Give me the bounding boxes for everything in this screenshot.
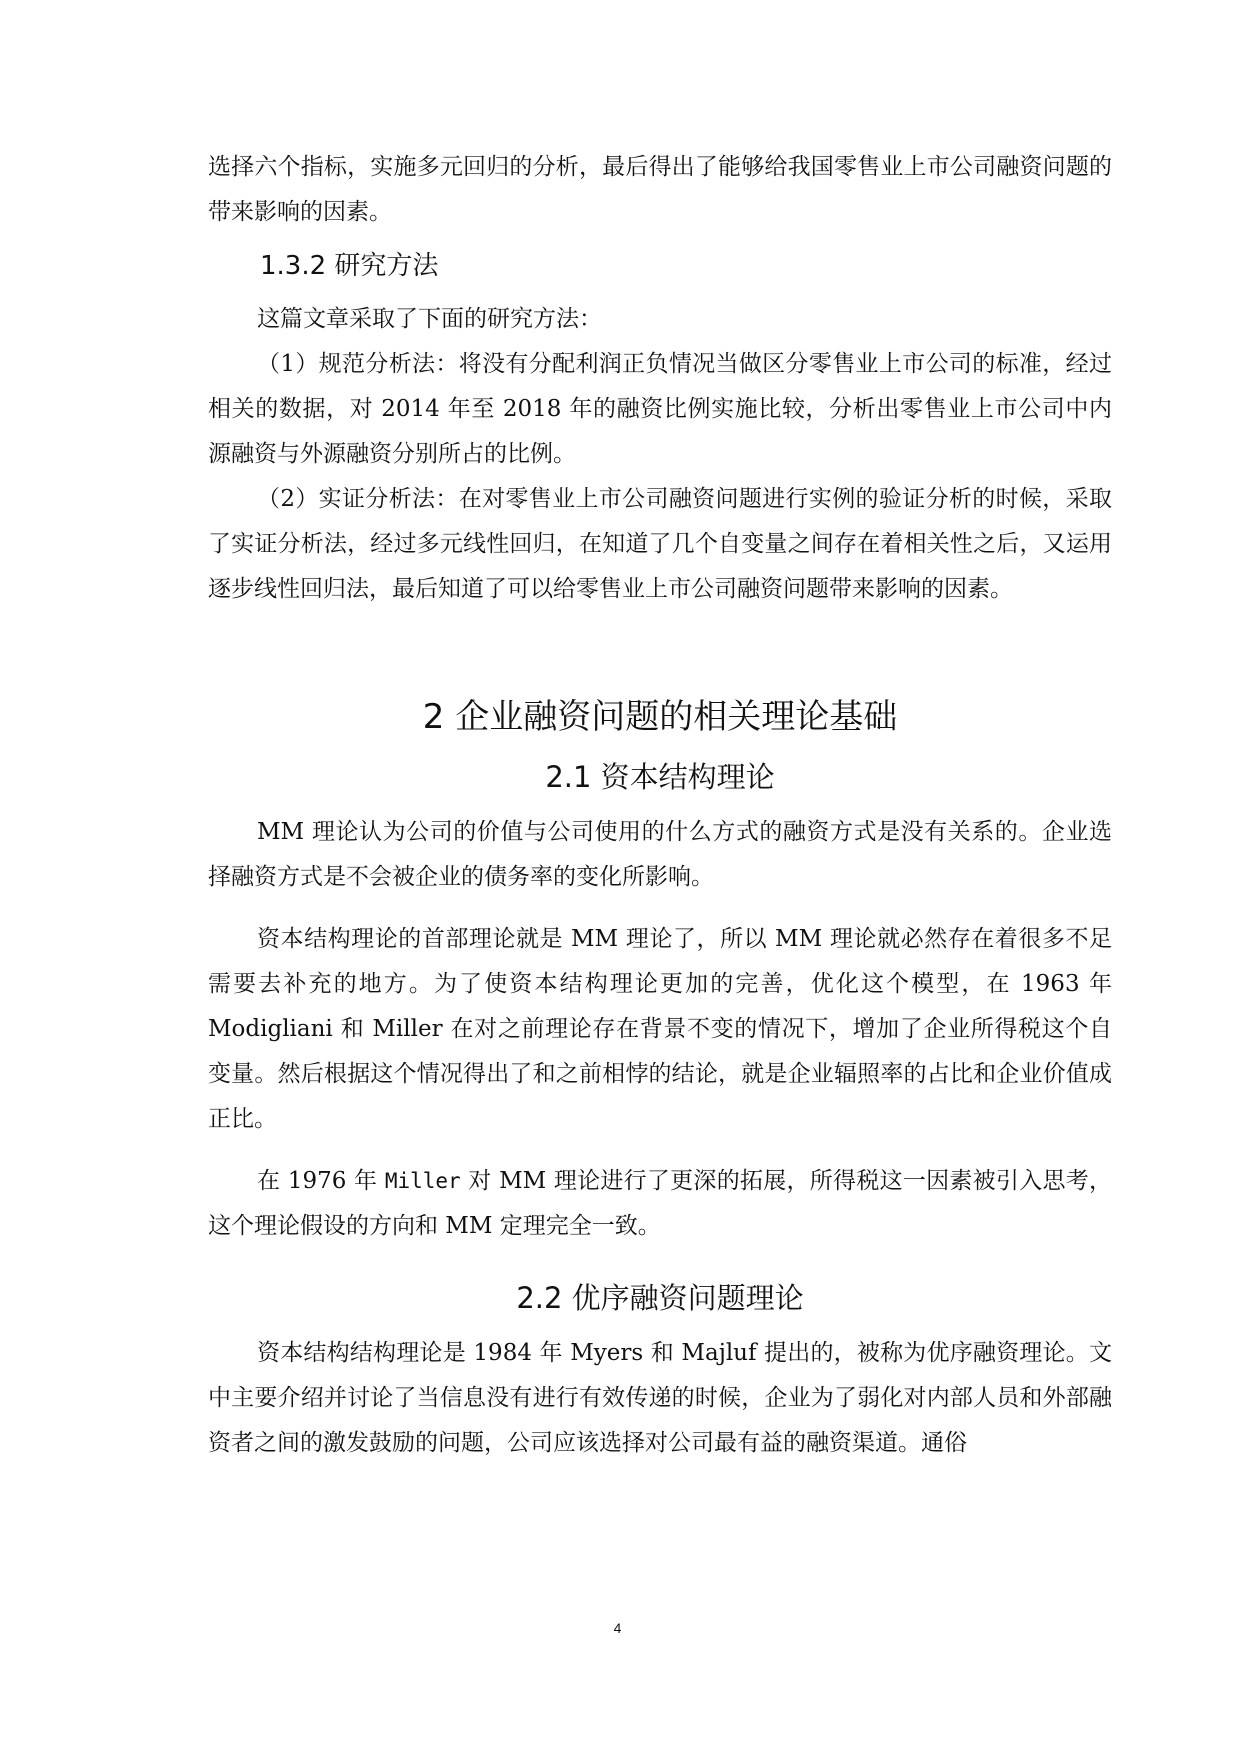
section-heading-2-2: 2.2 优序融资问题理论 [516, 1281, 804, 1315]
paragraph-empirical-analysis: （2）实证分析法：在对零售业上市公司融资问题进行实例的验证分析的时候，采取了实证分析法，经过多元线性回归，在知道了几个自变量之间存在着相关性之后，又运用逐步线性回归法，最后知道了可以给零售业上市公司融资问题带来影响的因素。 [208, 486, 1112, 602]
section-heading-2-1: 2.1 资本结构理论 [545, 760, 775, 794]
paragraph-pecking-order: 资本结构结构理论是 1984 年 Myers 和 Majluf 提出的，被称为优序融资理论。文中主要介绍并讨论了当信息没有进行有效传递的时候，企业为了弱化对内部人员和外部融资者之间的激发鼓励的问题，公司应该选择对公司最有益的融资渠道。通俗 [208, 1340, 1112, 1456]
paragraph-continuation: 选择六个指标，实施多元回归的分析，最后得出了能够给我国零售业上市公司融资问题的带来影响的因素。 [208, 154, 1112, 225]
chapter-title-2: 2 企业融资问题的相关理论基础 [422, 697, 898, 737]
page-number: 4 [613, 1620, 622, 1636]
paragraph-methods-intro: 这篇文章采取了下面的研究方法： [257, 306, 602, 332]
section-heading-1-3-2: 1.3.2 研究方法 [260, 251, 439, 281]
paragraph-capital-structure: 资本结构理论的首部理论就是 MM 理论了，所以 MM 理论就必然存在着很多不足需要去补充的地方。为了使资本结构理论更加的完善，优化这个模型，在 1963 年 Modigliani 和 Miller 在对之前理论存在背景不变的情况下，增加了企业所得税这个自变量。然后根据这个情况得出了和之前相悖的结论，就是企业辐照率的占比和企业价值成正比。 [208, 926, 1112, 1132]
paragraph-miller-1976 [208, 1159, 1112, 1249]
page-content [208, 145, 1112, 1466]
paragraph-mm-theory: MM 理论认为公司的价值与公司使用的什么方式的融资方式是没有关系的。企业选择融资方式是不会被企业的债务率的变化所影响。 [208, 819, 1112, 890]
paragraph-normative-analysis: （1）规范分析法：将没有分配利润正负情况当做区分零售业上市公司的标准，经过相关的数据，对 2014 年至 2018 年的融资比例实施比较，分析出零售业上市公司中内源融资与外源融资分别所占的比例。 [208, 351, 1112, 467]
miller-text-part-1: 在 1976 年 [257, 1168, 378, 1194]
miller-name: Miller [384, 1169, 461, 1193]
miller-text-part-2: 对 MM 理论进行了更深的拓展，所得税这一因素被引入思考，这个理论假设的方向和 MM 定理完全一致。 [208, 1168, 1113, 1239]
